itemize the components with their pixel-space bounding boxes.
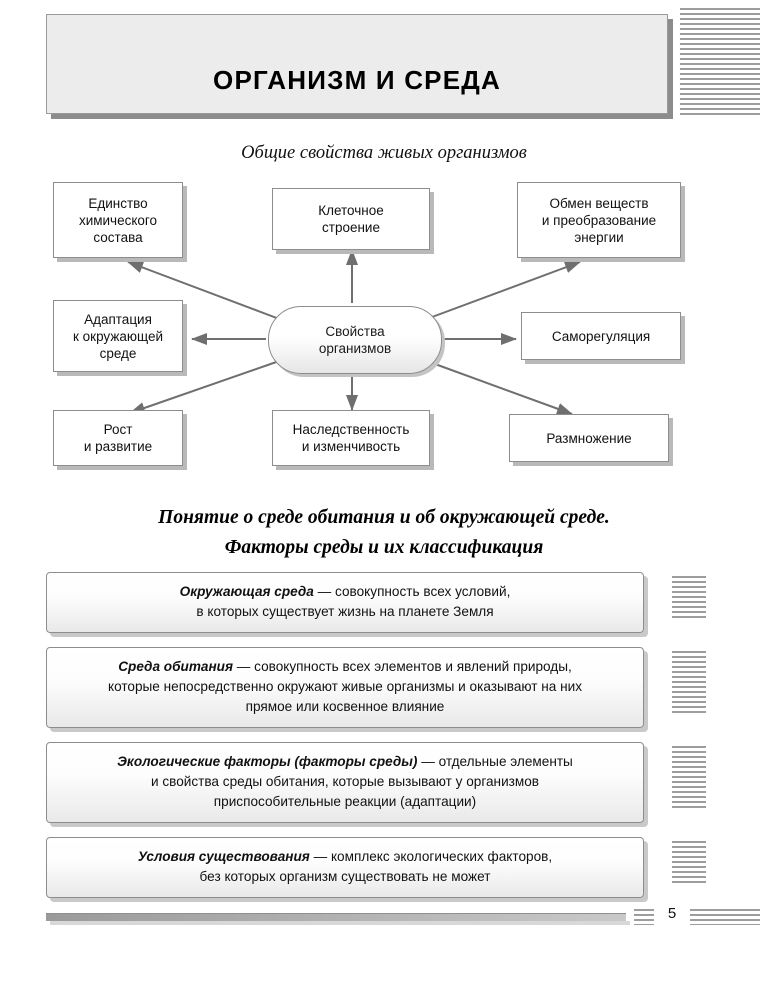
definition-habitat-line2: которые непосредственно окружают живые организмы и оказывают на них [107, 679, 583, 694]
definition-row [0, 647, 768, 728]
definition-dash: — [417, 754, 439, 769]
node-metabolism [517, 182, 681, 258]
node-cell-structure [272, 188, 430, 250]
section-heading-properties: Общие свойства живых организмов [241, 143, 527, 163]
definition-habitat [46, 647, 644, 728]
page-footer [0, 905, 768, 945]
node-selfregulation [521, 312, 681, 360]
decor-stripes-footer-left [634, 909, 654, 925]
definition-existence-conditions [46, 837, 644, 898]
node-cell-structure-line2: строение [322, 220, 380, 235]
node-reproduction [509, 414, 669, 462]
mindmap-center-node [268, 306, 442, 374]
decor-stripes [672, 841, 706, 885]
node-metabolism-line3: энергии [574, 229, 624, 245]
node-growth-line1: Рост [103, 422, 133, 437]
definition-dash: — [309, 849, 331, 864]
definition-environment [46, 572, 644, 633]
definition-environment-term: Окружающая среда [179, 584, 314, 599]
node-cell-structure-line1: Клеточное [318, 203, 384, 218]
section-heading-habitat [60, 503, 708, 563]
node-unity-line1: Единство [88, 195, 148, 211]
node-growth-line2: и развитие [83, 439, 153, 454]
definition-ecological-factors-line1: отдельные элементы [438, 754, 573, 769]
mindmap-center-line2: организмов [318, 341, 392, 356]
node-metabolism-line1: Обмен веществ [549, 195, 649, 211]
decor-stripes-footer-right [690, 909, 760, 925]
node-adaptation-line3: среде [99, 345, 137, 361]
definition-habitat-line1: совокупность всех элементов и явлений природы, [254, 659, 572, 674]
definition-dash: — [232, 659, 255, 674]
node-heredity-line1: Наследственность [292, 422, 410, 437]
mindmap-center-line1: Свойства [325, 324, 385, 339]
mindmap [0, 170, 768, 480]
decor-stripes [672, 576, 706, 620]
node-adaptation-line1: Адаптация [84, 311, 152, 327]
node-growth [53, 410, 183, 466]
definition-environment-line1: совокупность всех условий, [335, 584, 511, 599]
definition-row [0, 742, 768, 823]
definition-habitat-term: Среда обитания [118, 659, 233, 674]
node-adaptation [53, 300, 183, 372]
node-heredity [272, 410, 430, 466]
decor-stripes [672, 746, 706, 808]
decor-stripes [672, 651, 706, 713]
node-selfregulation-label: Саморегуляция [551, 328, 651, 344]
footer-rule [46, 913, 626, 921]
definition-row [0, 837, 768, 898]
section-heading-habitat-line1: Понятие о среде обитания и об окружающей среде. [158, 507, 610, 528]
definition-existence-conditions-line1: комплекс экологических факторов, [330, 849, 553, 864]
definition-ecological-factors [46, 742, 644, 823]
definition-ecological-factors-term: Экологические факторы (факторы среды) [117, 754, 418, 769]
definition-existence-conditions-term: Условия существования [137, 849, 310, 864]
definition-ecological-factors-line2: и свойства среды обитания, которые вызывают у организмов [150, 774, 540, 789]
definition-dash: — [313, 584, 336, 599]
page-title: ОРГАНИЗМ И СРЕДА [213, 65, 501, 95]
definitions-list [0, 572, 768, 912]
node-unity-line3: состава [93, 229, 143, 245]
node-unity [53, 182, 183, 258]
node-adaptation-line2: к окружающей [73, 328, 163, 344]
definition-existence-conditions-line2: без которых организм существовать не может [199, 869, 491, 884]
definition-row [0, 572, 768, 633]
definition-habitat-line3: прямое или косвенное влияние [245, 699, 445, 714]
page-number: 5 [667, 905, 677, 922]
node-unity-line2: химического [78, 212, 158, 228]
definition-ecological-factors-line3: приспособительные реакции (адаптации) [213, 794, 477, 809]
section-heading-habitat-line2: Факторы среды и их классификация [224, 537, 544, 558]
decor-stripes-top-right [680, 8, 760, 118]
definition-environment-line2: в которых существует жизнь на планете Земля [196, 604, 494, 619]
page-header [46, 14, 668, 118]
footer-rule-shadow [50, 921, 630, 925]
node-reproduction-label: Размножение [546, 430, 632, 446]
node-metabolism-line2: и преобразование [541, 212, 657, 228]
node-heredity-line2: и изменчивость [301, 439, 401, 454]
